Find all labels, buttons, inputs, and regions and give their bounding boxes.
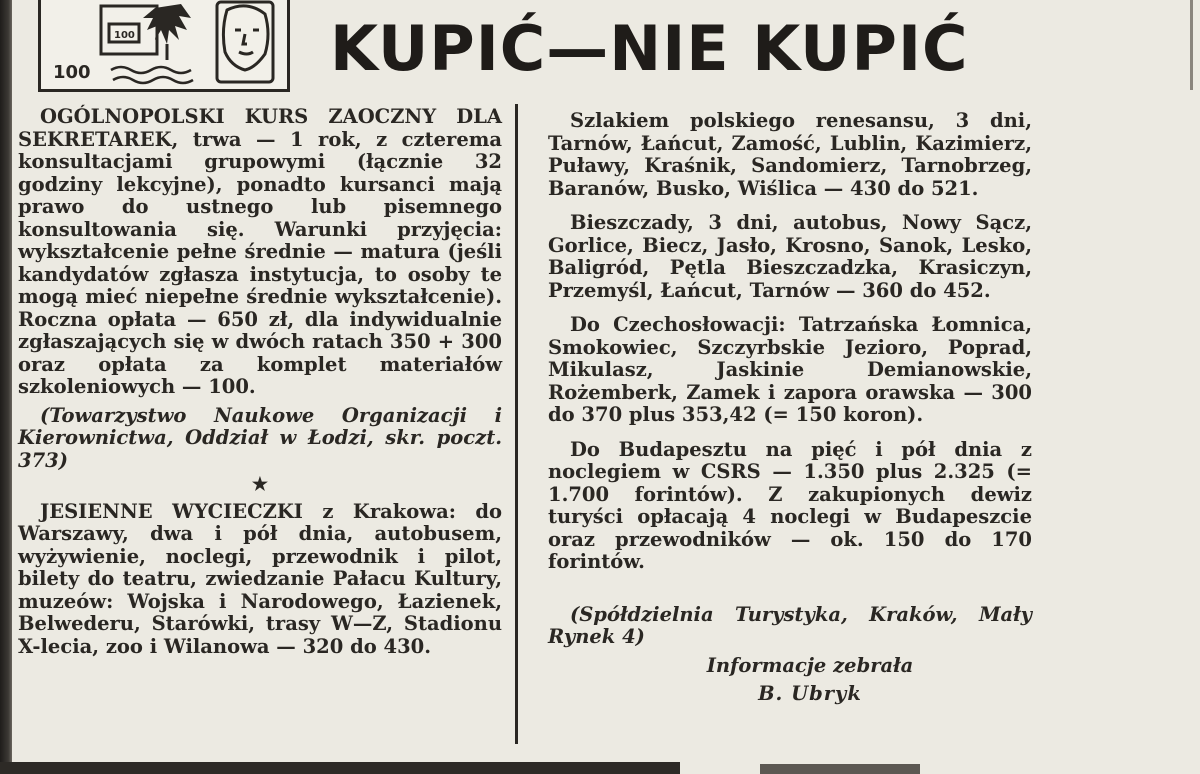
bottom-band-fragment (760, 764, 920, 774)
column-divider (515, 104, 518, 744)
author-name: B. Ubryk (758, 682, 862, 705)
headline: KUPIĆ—NIE KUPIĆ (330, 12, 969, 85)
bieszczady-paragraph: Bieszczady, 3 dni, autobus, Nowy Sącz, Gorlice, Biecz, Jasło, Krosno, Sanok, Lesko, Baligród, Pętla Bieszczadzka, Krasiczyn, Przemyśl, Łańcut, Tarnów — 360 do 452. (548, 211, 1032, 302)
header-rule (1190, 0, 1193, 90)
left-column (18, 106, 502, 658)
svg-text:100: 100 (114, 30, 135, 41)
bottom-band (0, 762, 680, 774)
separator-star: ★ (251, 474, 269, 495)
page-number: 100 (53, 62, 91, 83)
budapest-paragraph: Do Budapesztu na pięć i pół dnia z noclegiem w CSRS — 1.350 plus 2.325 (= 1.700 forintów). Z zakupionych dewiz turyści opłacają 4 noclegi w Budapeszcie oraz przewodników — ok. 150 do 170 forintów. (548, 437, 1032, 573)
czechoslovakia-paragraph: Do Czechosłowacji: Tatrzańska Łomnica, Smokowiec, Szczyrbskie Jezioro, Poprad, Mikulasz, Jaskinie Demianowskie, Rożemberk, Zamek i zapora orawska — 300 do 370 plus 353,42 (= 150 koron). (548, 313, 1032, 426)
renaissance-paragraph: Szlakiem polskiego renesansu, 3 dni, Tarnów, Łańcut, Zamość, Lublin, Kazimierz, Puławy, Kraśnik, Sandomierz, Tarnobrzeg, Baranów, Busko, Wiślica — 430 do 521. (548, 109, 1032, 200)
page-gutter (0, 0, 12, 774)
right-column (548, 110, 1032, 706)
header-illustration (38, 0, 290, 92)
trips-source: (Spółdzielnia Turystyka, Kraków, Mały Rynek 4) (548, 602, 1032, 648)
trips-paragraph: JESIENNE WYCIECZKI z Krakowa: do Warszawy, dwa i pół dnia, autobusem, wyżywienie, noclegi, przewodnik i pilot, bilety do teatru, zwiedzanie Pałacu Kultury, muzeów: Wojska i Narodowego, Łazienek, Belwederu, Starówki, trasy W—Z, Stadionu X-lecia, zoo i Wilanowa — 320 do 430. (18, 499, 502, 658)
course-source: (Towarzystwo Naukowe Organizacji i Kierownictwa, Oddział w Łodzi, skr. poczt. 373) (18, 403, 502, 472)
course-paragraph: OGÓLNOPOLSKI KURS ZAOCZNY DLA SEKRETAREK, trwa — 1 rok, z czterema konsultacjami grupowymi (łącznie 32 godziny lekcyjne), ponadto kursanci mają prawo do ustnego lub pisemnego konsultowania się. Warunki przyjęcia: wykształcenie pełne średnie — matura (jeśli kandydatów zgłasza instytucja, to osoby te mogą mieć niepełne średnie wykształcenie). Roczna opłata — 650 zł, dla indywidualnie zgłaszających się w dwóch ratach 350 + 300 oraz opłata za komplet materiałów szkoleniowych — 100. (18, 105, 502, 398)
credit-line: Informacje zebrała (706, 653, 914, 677)
